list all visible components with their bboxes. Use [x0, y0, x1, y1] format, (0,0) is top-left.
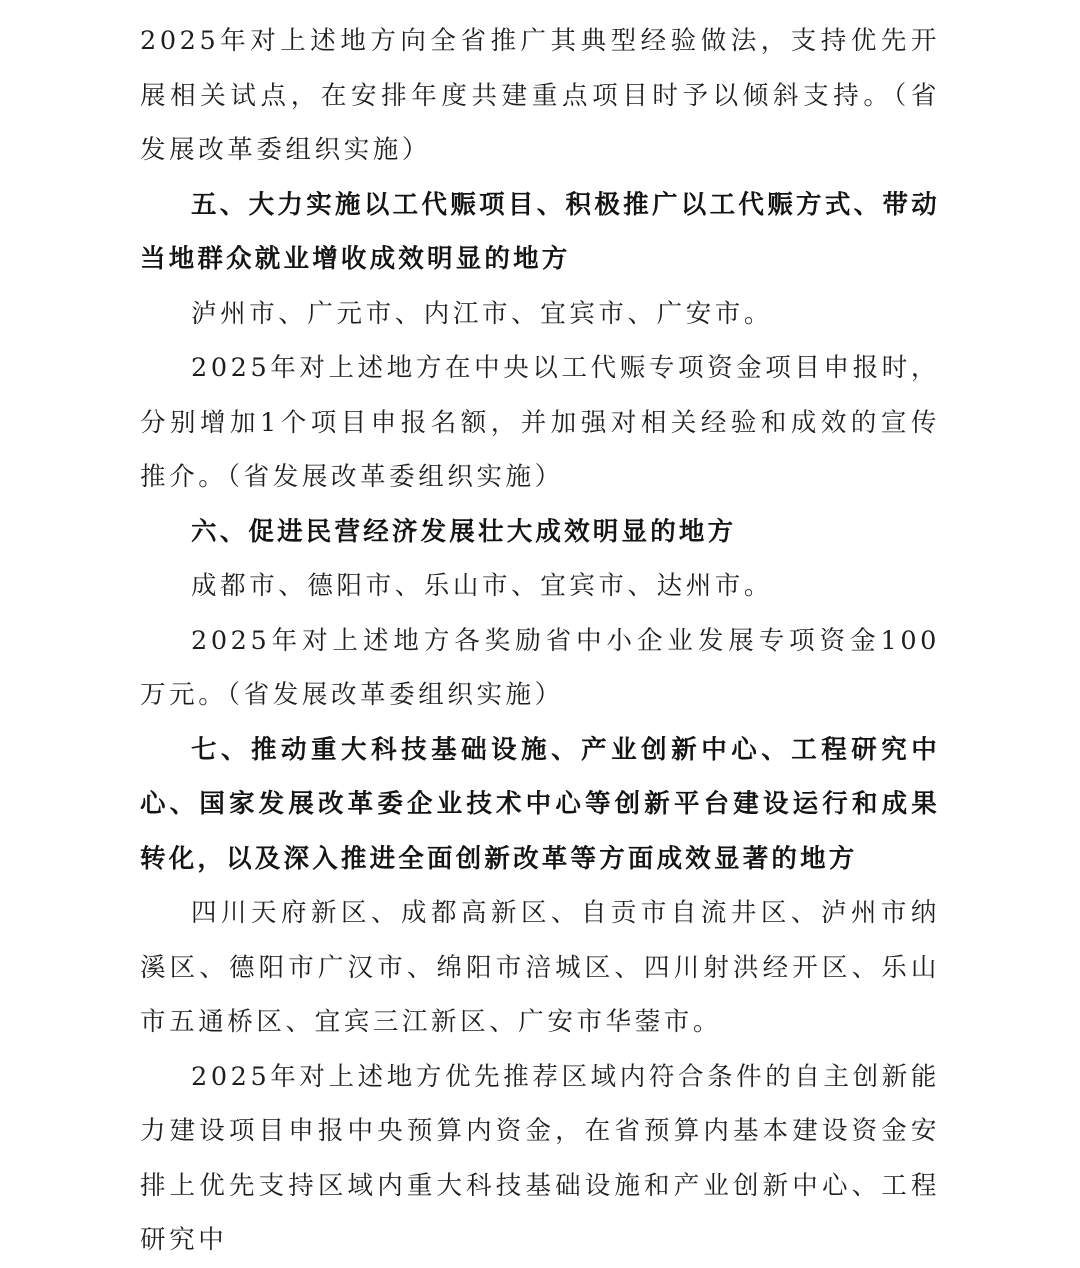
- heading-section-6: 六、促进民营经济发展壮大成效明显的地方: [191, 516, 737, 547]
- heading-section-5: 五、大力实施以工代赈项目、积极推广以工代赈方式、带动当地群众就业增收成效明显的地方: [140, 189, 940, 274]
- paragraph-section-5-measure: 2025年对上述地方在中央以工代赈专项资金项目申报时，分别增加1个项目申报名额，并加强对相关经验和成效的宣传推介。（省发展改革委组织实施）: [140, 353, 940, 492]
- paragraph-section-7-districts: 四川天府新区、成都高新区、自贡市自流井区、泸州市纳溪区、德阳市广汉市、绵阳市涪城区、四川射洪经开区、乐山市五通桥区、宜宾三江新区、广安市华蓥市。: [140, 898, 940, 1037]
- paragraph-section-6-measure: 2025年对上述地方各奖励省中小企业发展专项资金100万元。（省发展改革委组织实施）: [140, 625, 940, 710]
- paragraph-section-6-cities: 成都市、德阳市、乐山市、宜宾市、达州市。: [191, 571, 774, 601]
- document-page: [140, 14, 940, 1268]
- paragraph-support-pilot: 2025年对上述地方向全省推广其典型经验做法，支持优先开展相关试点，在安排年度共建重点项目时予以倾斜支持。（省发展改革委组织实施）: [140, 26, 940, 165]
- paragraph-section-7-measure: 2025年对上述地方优先推荐区域内符合条件的自主创新能力建设项目申报中央预算内资金，在省预算内基本建设资金安排上优先支持区域内重大科技基础设施和产业创新中心、工程研究中: [140, 1061, 940, 1255]
- heading-section-7: 七、推动重大科技基础设施、产业创新中心、工程研究中心、国家发展改革委企业技术中心等创新平台建设运行和成果转化，以及深入推进全面创新改革等方面成效显著的地方: [140, 734, 940, 874]
- paragraph-section-5-cities: 泸州市、广元市、内江市、宜宾市、广安市。: [191, 298, 774, 329]
